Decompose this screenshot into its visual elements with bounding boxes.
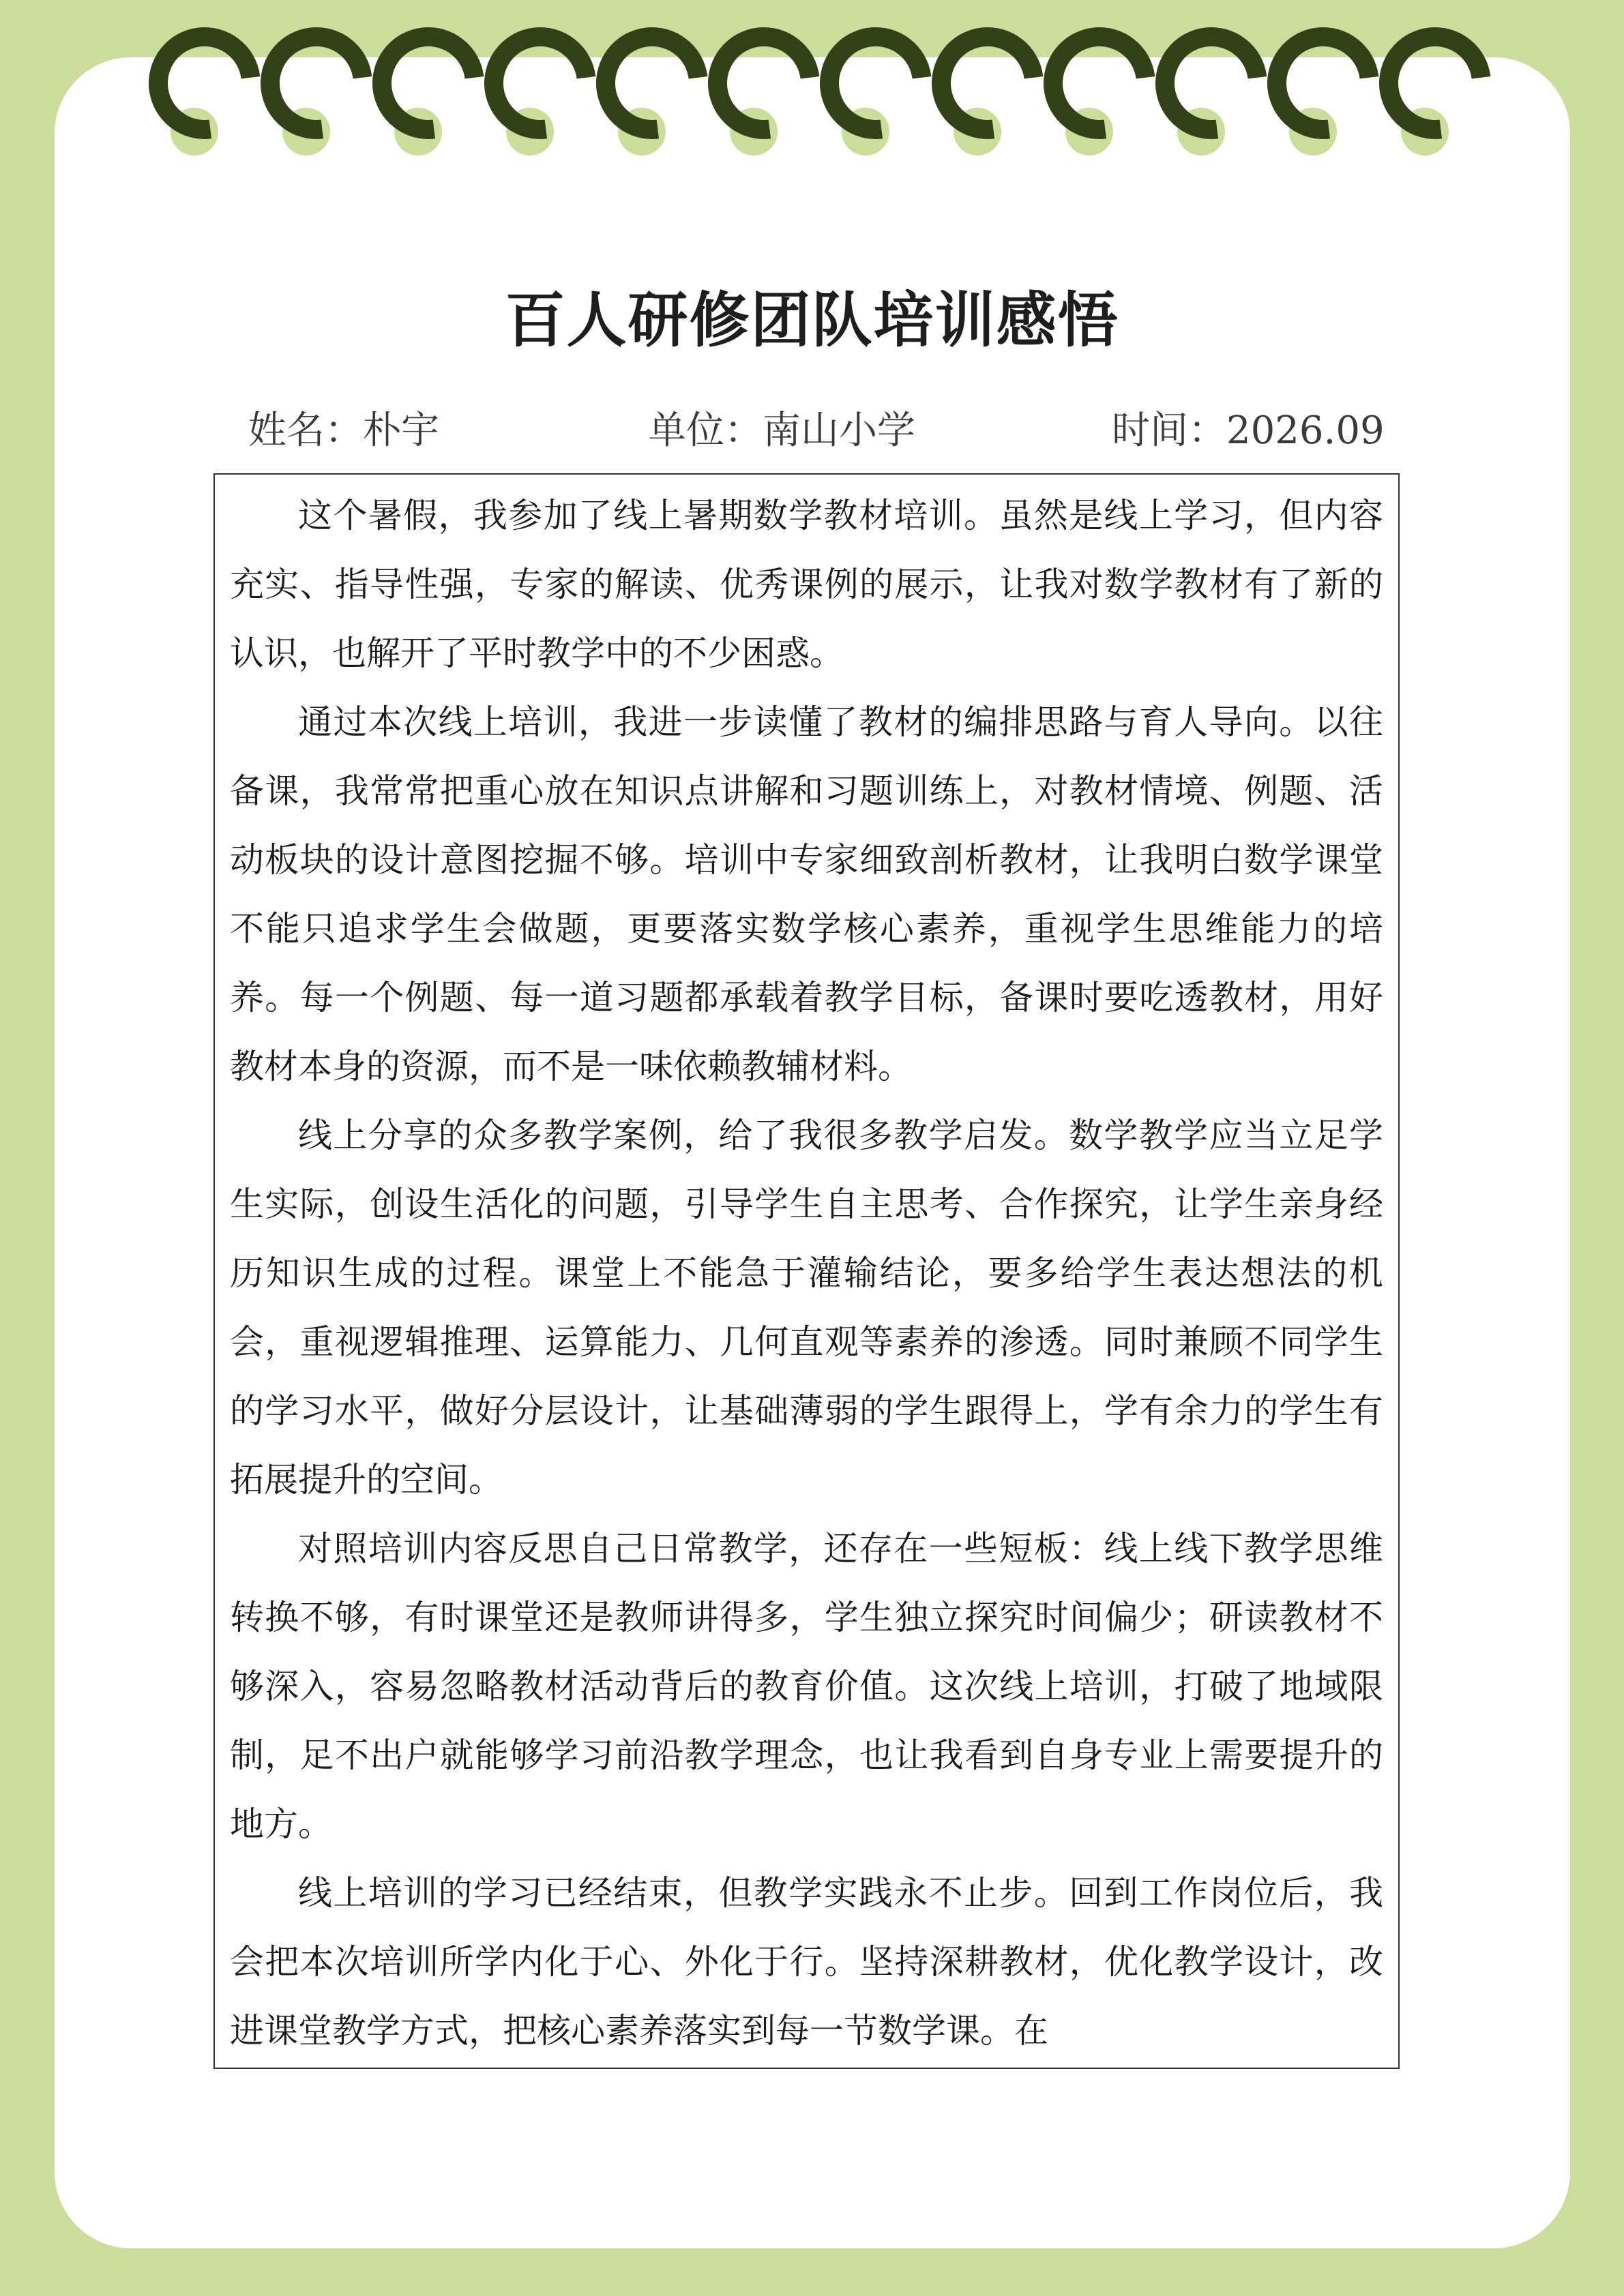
paragraph-4: 对照培训内容反思自己日常教学，还存在一些短板：线上线下教学思维转换不够，有时课堂还是教师讲得多，学生独立探究时间偏少；研读教材不够深入，容易忽略教材活动背后的教育价值。这次线上培训，打破了地域限制，足不出户就能够学习前沿教学理念，也让我看到自身专业上需要提升的地方。: [230, 1529, 1383, 1844]
document-title: 百人研修团队培训感悟: [505, 284, 1119, 355]
name-value: 朴宇: [363, 408, 439, 453]
paragraph-1: 这个暑假，我参加了线上暑期数学教材培训。虽然是线上学习，但内容充实、指导性强，专家的解读、优秀课例的展示，让我对数学教材有了新的认识，也解开了平时教学中的不少困惑。: [230, 496, 1383, 673]
binder-ring-icon: [1379, 27, 1491, 157]
binder-rings: [0, 0, 1624, 164]
binder-ring-icon: [932, 27, 1044, 157]
essay-body: [213, 473, 1400, 2069]
meta-unit: [648, 404, 915, 458]
name-label: 姓名：: [248, 408, 363, 453]
binder-ring-icon: [1267, 27, 1379, 157]
time-value: 2026.09: [1226, 408, 1385, 453]
paragraph-2: 通过本次线上培训，我进一步读懂了教材的编排思路与育人导向。以往备课，我常常把重心放在知识点讲解和习题训练上，对教材情境、例题、活动板块的设计意图挖掘不够。培训中专家细致剖析教材，让我明白数学课堂不能只追求学生会做题，更要落实数学核心素养，重视学生思维能力的培养。每一个例题、每一道习题都承载着教学目标，备课时要吃透教材，用好教材本身的资源，而不是一味依赖教辅材料。: [230, 702, 1383, 1086]
binder-ring-icon: [708, 27, 820, 157]
binder-ring-icon: [372, 27, 484, 157]
binder-ring-icon: [1155, 27, 1267, 157]
binder-ring-icon: [820, 27, 932, 157]
time-label: 时间：: [1112, 408, 1226, 453]
binder-ring-icon: [596, 27, 708, 157]
unit-label: 单位：: [648, 408, 763, 453]
binder-ring-icon: [1044, 27, 1155, 157]
binder-ring-icon: [149, 27, 261, 157]
paragraph-5: 线上培训的学习已经结束，但教学实践永不止步。回到工作岗位后，我会把本次培训所学内化于心、外化于行。坚持深耕教材，优化教学设计，改进课堂教学方式，把核心素养落实到每一节数学课。在: [230, 1873, 1383, 2051]
paragraph-3: 线上分享的众多教学案例，给了我很多教学启发。数学教学应当立足学生实际，创设生活化的问题，引导学生自主思考、合作探究，让学生亲身经历知识生成的过程。课堂上不能急于灌输结论，要多给学生表达想法的机会，重视逻辑推理、运算能力、几何直观等素养的渗透。同时兼顾不同学生的学习水平，做好分层设计，让基础薄弱的学生跟得上，学有余力的学生有拓展提升的空间。: [230, 1116, 1383, 1500]
unit-value: 南山小学: [763, 408, 915, 453]
binder-ring-icon: [261, 27, 372, 157]
meta-time: [1112, 404, 1385, 458]
meta-name: [248, 404, 439, 458]
binder-ring-icon: [484, 27, 596, 157]
